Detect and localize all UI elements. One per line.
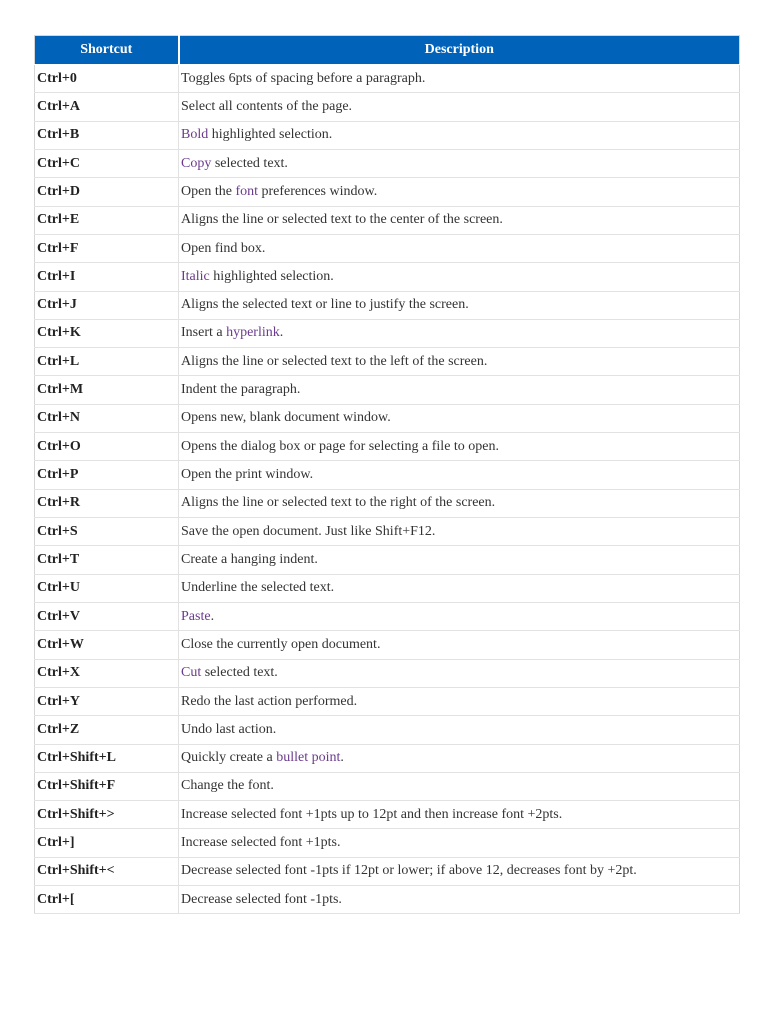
shortcut-key: Ctrl+N xyxy=(35,404,179,432)
table-row xyxy=(35,574,740,602)
description-text: Undo last action. xyxy=(181,721,277,737)
description-text: Select all contents of the page. xyxy=(181,98,353,114)
description-text: Aligns the line or selected text to the center of the screen. xyxy=(181,212,503,228)
description-link[interactable]: Copy xyxy=(181,155,212,171)
shortcut-key: Ctrl+S xyxy=(35,518,179,546)
shortcut-column-header: Shortcut xyxy=(35,36,179,65)
table-row xyxy=(35,206,740,234)
shortcut-key: Ctrl+Shift+> xyxy=(35,801,179,829)
shortcut-key: Ctrl+Shift+< xyxy=(35,857,179,885)
table-row xyxy=(35,687,740,715)
description-text: highlighted selection. xyxy=(208,127,333,143)
shortcut-key: Ctrl+J xyxy=(35,291,179,319)
description-text: Underline the selected text. xyxy=(181,580,335,596)
shortcut-description xyxy=(179,857,740,885)
description-text: Save the open document. Just like Shift+F12. xyxy=(181,523,436,539)
shortcut-key: Ctrl+E xyxy=(35,206,179,234)
table-row xyxy=(35,65,740,93)
shortcut-description xyxy=(179,801,740,829)
description-link[interactable]: Bold xyxy=(181,127,209,143)
description-text: Aligns the line or selected text to the left of the screen. xyxy=(181,353,488,369)
description-text: Aligns the selected text or line to justify the screen. xyxy=(181,297,469,313)
description-text: Indent the paragraph. xyxy=(181,382,301,398)
table-row xyxy=(35,291,740,319)
shortcut-description xyxy=(179,602,740,630)
shortcut-key: Ctrl+K xyxy=(35,319,179,347)
shortcut-description xyxy=(179,829,740,857)
description-text: . xyxy=(340,750,344,766)
shortcut-key: Ctrl+] xyxy=(35,829,179,857)
shortcut-description xyxy=(179,376,740,404)
shortcut-description xyxy=(179,489,740,517)
table-row xyxy=(35,886,740,914)
shortcut-key: Ctrl+[ xyxy=(35,886,179,914)
table-row xyxy=(35,772,740,800)
shortcut-key: Ctrl+T xyxy=(35,546,179,574)
shortcut-key: Ctrl+U xyxy=(35,574,179,602)
description-text: Quickly create a xyxy=(181,750,277,766)
description-text: Insert a xyxy=(181,325,227,341)
shortcut-key: Ctrl+A xyxy=(35,93,179,121)
description-text: Decrease selected font -1pts if 12pt or lower; if above 12, decreases font by +2pt. xyxy=(181,863,637,879)
table-row xyxy=(35,602,740,630)
table-body xyxy=(35,65,740,914)
shortcut-key: Ctrl+Z xyxy=(35,716,179,744)
table-row xyxy=(35,631,740,659)
description-text: selected text. xyxy=(211,155,288,171)
description-text: Open the xyxy=(181,183,236,199)
shortcut-key: Ctrl+0 xyxy=(35,65,179,93)
description-link[interactable]: Paste xyxy=(181,608,211,624)
description-text: Open the print window. xyxy=(181,467,314,483)
table-row xyxy=(35,829,740,857)
table-row xyxy=(35,263,740,291)
description-text: Opens the dialog box or page for selecting a file to open. xyxy=(181,438,500,454)
description-text: . xyxy=(210,608,215,624)
shortcut-description xyxy=(179,263,740,291)
shortcut-key: Ctrl+P xyxy=(35,461,179,489)
description-text: Aligns the line or selected text to the right of the screen. xyxy=(181,495,496,511)
shortcut-description xyxy=(179,518,740,546)
shortcut-key: Ctrl+O xyxy=(35,433,179,461)
shortcut-key: Ctrl+B xyxy=(35,121,179,149)
shortcut-description xyxy=(179,348,740,376)
description-text: Opens new, blank document window. xyxy=(181,410,391,426)
description-text: Increase selected font +1pts. xyxy=(181,835,341,851)
description-text: Decrease selected font -1pts. xyxy=(181,891,342,907)
table-row xyxy=(35,433,740,461)
shortcut-key: Ctrl+C xyxy=(35,149,179,177)
shortcut-key: Ctrl+Shift+L xyxy=(35,744,179,772)
description-link[interactable]: bullet point xyxy=(276,750,341,766)
shortcut-key: Ctrl+I xyxy=(35,263,179,291)
shortcut-table xyxy=(34,35,740,914)
shortcut-key: Ctrl+R xyxy=(35,489,179,517)
shortcut-description xyxy=(179,574,740,602)
description-text: preferences window. xyxy=(258,183,378,199)
description-text: highlighted selection. xyxy=(209,268,334,284)
shortcut-key: Ctrl+Y xyxy=(35,687,179,715)
description-link[interactable]: hyperlink xyxy=(226,325,280,341)
description-text: Toggles 6pts of spacing before a paragraph. xyxy=(181,70,426,86)
table-row xyxy=(35,461,740,489)
description-text: Increase selected font +1pts up to 12pt and then increase font +2pts. xyxy=(181,806,563,822)
description-link[interactable]: font xyxy=(235,183,258,199)
table-row xyxy=(35,546,740,574)
table-row xyxy=(35,319,740,347)
table-row xyxy=(35,744,740,772)
table-row xyxy=(35,121,740,149)
table-row xyxy=(35,801,740,829)
table-row xyxy=(35,489,740,517)
description-text: Create a hanging indent. xyxy=(181,551,318,567)
shortcut-description xyxy=(179,291,740,319)
shortcut-description xyxy=(179,149,740,177)
shortcut-key: Ctrl+L xyxy=(35,348,179,376)
shortcut-key: Ctrl+D xyxy=(35,178,179,206)
table-row xyxy=(35,234,740,262)
shortcut-key: Ctrl+M xyxy=(35,376,179,404)
table-row xyxy=(35,348,740,376)
shortcut-description xyxy=(179,234,740,262)
description-text: selected text. xyxy=(201,665,278,681)
table-row xyxy=(35,93,740,121)
description-text: . xyxy=(279,325,284,341)
description-link[interactable]: Cut xyxy=(181,665,202,681)
description-text: Open find box. xyxy=(181,240,266,256)
shortcut-description xyxy=(179,93,740,121)
table-row xyxy=(35,178,740,206)
shortcut-description xyxy=(179,461,740,489)
shortcut-description xyxy=(179,206,740,234)
shortcut-description xyxy=(179,744,740,772)
shortcut-description xyxy=(179,886,740,914)
description-text: Close the currently open document. xyxy=(181,636,381,652)
table-row xyxy=(35,716,740,744)
shortcut-description xyxy=(179,319,740,347)
table-row xyxy=(35,518,740,546)
table-row xyxy=(35,857,740,885)
shortcut-description xyxy=(179,121,740,149)
header-row xyxy=(35,36,740,65)
shortcut-description xyxy=(179,687,740,715)
shortcut-description xyxy=(179,433,740,461)
shortcut-description xyxy=(179,178,740,206)
shortcut-key: Ctrl+W xyxy=(35,631,179,659)
description-column-header: Description xyxy=(179,36,740,65)
table-row xyxy=(35,404,740,432)
shortcut-description xyxy=(179,659,740,687)
shortcut-description xyxy=(179,631,740,659)
shortcut-description xyxy=(179,716,740,744)
shortcut-description xyxy=(179,546,740,574)
shortcut-key: Ctrl+F xyxy=(35,234,179,262)
shortcut-description xyxy=(179,65,740,93)
shortcut-key: Ctrl+V xyxy=(35,602,179,630)
shortcut-key: Ctrl+X xyxy=(35,659,179,687)
shortcut-description xyxy=(179,772,740,800)
shortcut-description xyxy=(179,404,740,432)
table-row xyxy=(35,149,740,177)
description-text: Redo the last action performed. xyxy=(181,693,358,709)
shortcut-key: Ctrl+Shift+F xyxy=(35,772,179,800)
description-text: Change the font. xyxy=(181,778,274,794)
description-link[interactable]: Italic xyxy=(181,268,210,284)
table-row xyxy=(35,376,740,404)
table-row xyxy=(35,659,740,687)
